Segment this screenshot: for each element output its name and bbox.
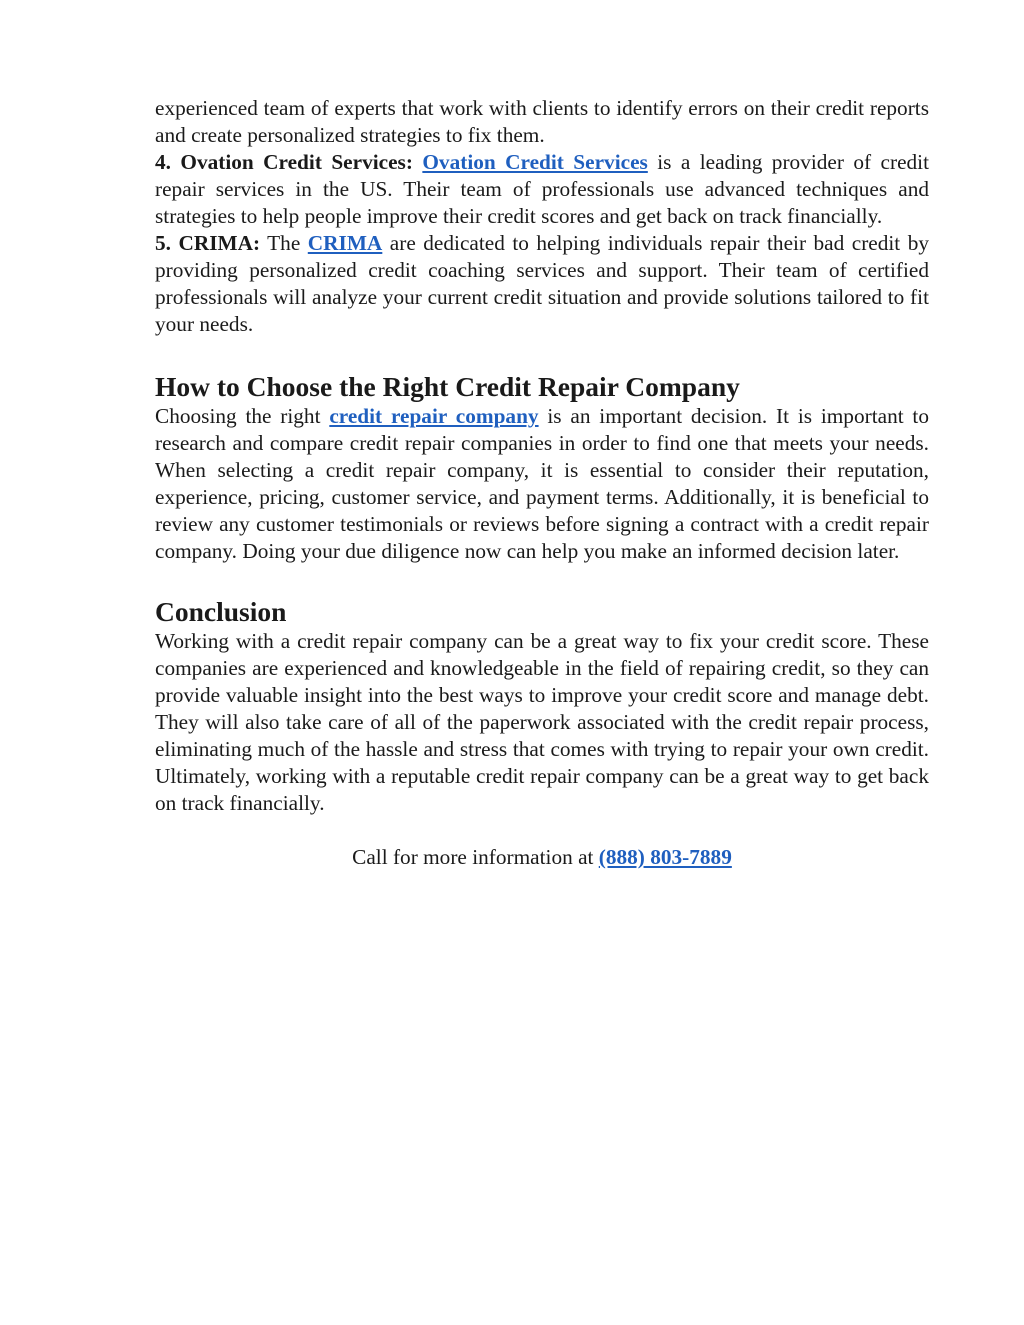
item-ovation-paragraph [155, 149, 929, 230]
cta-text: Call for more information at [352, 845, 594, 869]
item-crima-text: are dedicated to helping individuals repair their bad credit by providing personalized credit coaching services and support. Their team of certified professionals will analyze your current credit situation and provide solutions tailored to fit your needs. [155, 231, 929, 336]
crima-link[interactable]: CRIMA [307, 231, 383, 255]
document-page [155, 95, 929, 871]
conclusion-text: Working with a credit repair company can be a great way to fix your credit score. These companies are experienced and knowledgeable in the field of repairing credit, so they can provide valuable insight into the best ways to improve your credit score and manage debt. They will also take care of all of the paperwork associated with the credit repair process, eliminating much of the hassle and stress that comes with trying to repair your own credit. Ultimately, working with a reputable credit repair company can be a great way to get back on track financially. [155, 629, 929, 815]
intro-text: experienced team of experts that work with clients to identify errors on their credit reports and create personalized strategies to fix them. [155, 96, 929, 147]
choose-heading: How to Choose the Right Credit Repair Company [155, 371, 740, 402]
item-ovation-label: 4. Ovation Credit Services: [155, 150, 413, 174]
conclusion-heading: Conclusion [155, 596, 287, 627]
ovation-credit-services-link[interactable]: Ovation Credit Services [422, 150, 648, 174]
credit-repair-company-link[interactable]: credit repair company [329, 404, 539, 428]
item-ovation-text: is a leading provider of credit repair services in the US. Their team of professionals use advanced techniques and strategies to help people improve their credit scores and get back on track financially. [155, 150, 930, 228]
item-crima-paragraph [155, 230, 929, 338]
choose-paragraph [155, 403, 929, 565]
choose-pre: Choosing the right [155, 404, 321, 428]
intro-paragraph [155, 95, 929, 149]
phone-link[interactable]: (888) 803-7889 [598, 845, 732, 869]
item-crima-pre: The [267, 231, 301, 255]
call-to-action [155, 844, 929, 871]
conclusion-paragraph [155, 628, 929, 817]
item-crima-label: 5. CRIMA: [155, 231, 261, 255]
choose-text: is an important decision. It is important to research and compare credit repair companies in order to find one that meets your needs. When selecting a credit repair company, it is essential to consider their reputation, experience, pricing, customer service, and payment terms. Additionally, it is beneficial to review any customer testimonials or reviews before signing a contract with a credit repair company. Doing your due diligence now can help you make an informed decision later. [155, 404, 930, 563]
